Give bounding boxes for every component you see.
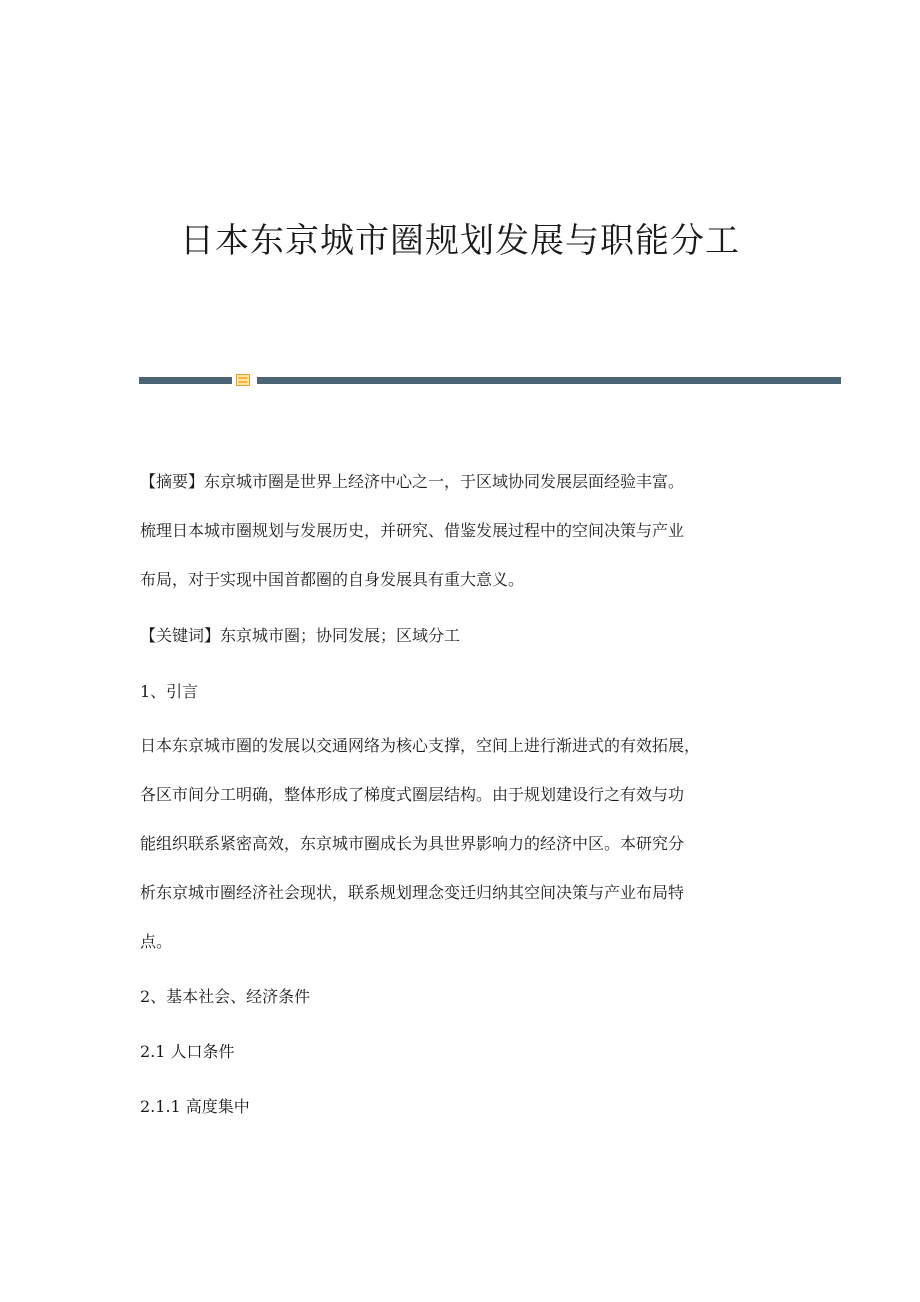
intro-line-2: 各区市间分工明确，整体形成了梯度式圈层结构。由于规划建设行之有效与功	[140, 785, 685, 804]
intro-line-3: 能组织联系紧密高效，东京城市圈成长为具世界影响力的经济中区。本研究分	[140, 834, 685, 853]
keywords: 【关键词】东京城市圈；协同发展；区域分工	[140, 626, 461, 645]
abstract-line-1: 【摘要】东京城市圈是世界上经济中心之一，于区域协同发展层面经验丰富。	[140, 472, 685, 491]
divider-bar-right	[257, 377, 841, 384]
title-divider	[139, 374, 841, 386]
abstract-line-3: 布局，对于实现中国首都圈的自身发展具有重大意义。	[140, 570, 525, 589]
section-1-heading: 1、引言	[140, 682, 199, 701]
intro-line-1: 日本东京城市圈的发展以交通网络为核心支撑，空间上进行渐进式的有效拓展，	[140, 736, 701, 755]
section-2-heading: 2、基本社会、经济条件	[140, 987, 311, 1006]
document-title: 日本东京城市圈规划发展与职能分工	[180, 221, 740, 261]
intro-line-4: 析东京城市圈经济社会现状，联系规划理念变迁归纳其空间决策与产业布局特	[140, 883, 685, 902]
subsection-2-1-heading: 2.1 人口条件	[140, 1042, 235, 1061]
intro-line-5: 点。	[140, 932, 173, 951]
divider-ornament-icon	[236, 374, 250, 386]
abstract-line-2: 梳理日本城市圈规划与发展历史，并研究、借鉴发展过程中的空间决策与产业	[140, 521, 685, 540]
divider-bar-left	[139, 377, 232, 384]
subsection-2-1-1-heading: 2.1.1 高度集中	[140, 1097, 250, 1116]
